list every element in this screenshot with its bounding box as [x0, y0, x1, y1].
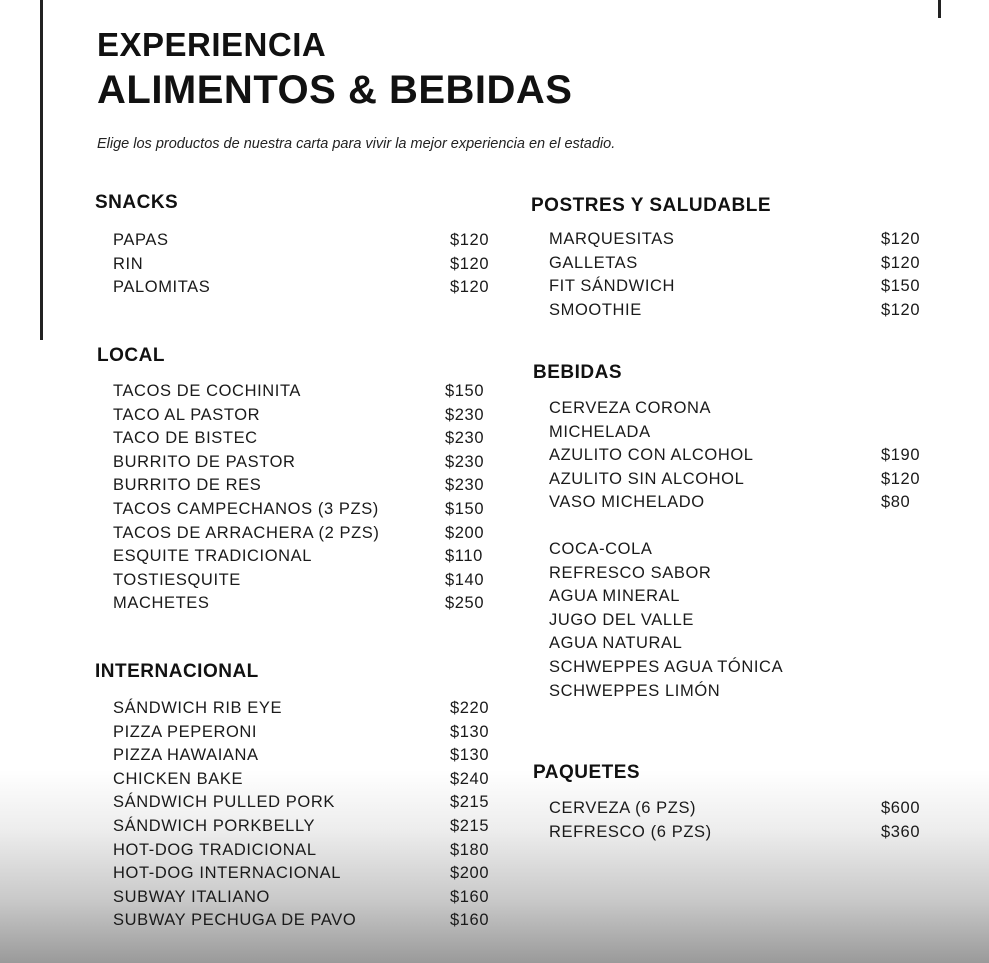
- section-title-paquetes: PAQUETES: [533, 762, 641, 783]
- menu-item-name: TACOS DE COCHINITA: [113, 382, 302, 400]
- menu-item-name: CERVEZA CORONA: [549, 399, 712, 417]
- menu-item-name: MACHETES: [113, 594, 210, 613]
- menu-item-name: JUGO DEL VALLE: [549, 610, 695, 629]
- menu-item-name: SÁNDWICH PORKBELLY: [113, 817, 316, 835]
- menu-item-price: $215: [450, 817, 490, 835]
- menu-item-price: $150: [445, 382, 485, 400]
- menu-item-name: MICHELADA: [549, 422, 651, 441]
- page-title-line1: EXPERIENCIA: [97, 26, 327, 63]
- menu-item-name: BURRITO DE RES: [113, 476, 262, 495]
- menu-item-name: AGUA MINERAL: [549, 587, 680, 606]
- section-title-bebidas: BEBIDAS: [533, 362, 623, 383]
- menu-item-name: AGUA NATURAL: [549, 634, 683, 653]
- menu-item-name: TACOS DE ARRACHERA (2 PZS): [113, 523, 380, 542]
- menu-item-price: $80: [881, 493, 911, 512]
- menu-item-name: TACOS CAMPECHANOS (3 PZS): [113, 500, 379, 518]
- intro-text: Elige los productos de nuestra carta para vivir la mejor experiencia en el estadio.: [97, 136, 616, 152]
- menu-item-price: $250: [445, 594, 485, 613]
- menu-item-price: $220: [450, 699, 490, 717]
- section-title-postres: POSTRES Y SALUDABLE: [531, 195, 772, 216]
- menu-item-price: $230: [445, 476, 485, 495]
- left-divider-line: [40, 0, 43, 340]
- menu-item-name: TOSTIESQUITE: [113, 570, 241, 589]
- menu-item-price: $150: [445, 500, 485, 518]
- menu-item-name: PALOMITAS: [113, 278, 211, 297]
- menu-item-name: ESQUITE TRADICIONAL: [113, 547, 313, 566]
- menu-item-name: PIZZA PEPERONI: [113, 722, 258, 741]
- section-title-local: LOCAL: [97, 345, 165, 366]
- menu-item-price: $200: [445, 523, 485, 542]
- menu-item-name: SÁNDWICH RIB EYE: [113, 699, 283, 717]
- right-divider-line: [938, 0, 941, 18]
- menu-item-price: $230: [445, 405, 485, 424]
- menu-item-price: $215: [450, 793, 490, 812]
- menu-item-name: GALLETAS: [549, 253, 638, 272]
- page-title-line2: ALIMENTOS & BEBIDAS: [97, 68, 573, 112]
- menu-item-name: BURRITO DE PASTOR: [113, 452, 296, 471]
- section-title-internacional: INTERNACIONAL: [95, 661, 259, 682]
- menu-item-price: $230: [445, 452, 485, 471]
- menu-item-price: $360: [881, 822, 921, 841]
- section-title-snacks: SNACKS: [95, 192, 179, 213]
- menu-item-price: $140: [445, 570, 485, 589]
- menu-item-price: $180: [450, 840, 490, 859]
- menu-item-name: AZULITO CON ALCOHOL: [549, 446, 754, 465]
- menu-item-name: HOT-DOG TRADICIONAL: [113, 840, 317, 859]
- menu-item-price: $110: [445, 547, 483, 566]
- menu-item-name: HOT-DOG INTERNACIONAL: [113, 864, 342, 883]
- menu-item-name: PAPAS: [113, 231, 169, 249]
- menu-item-name: SCHWEPPES LIMÓN: [549, 681, 721, 700]
- menu-item-name: AZULITO SIN ALCOHOL: [549, 469, 745, 488]
- menu-item-name: TACO AL PASTOR: [113, 405, 261, 424]
- menu-item-name: CHICKEN BAKE: [113, 769, 244, 788]
- menu-item-name: SUBWAY PECHUGA DE PAVO: [113, 911, 357, 930]
- menu-item-price: $200: [450, 864, 490, 883]
- menu-item-name: FIT SÁNDWICH: [549, 277, 676, 296]
- menu-item-price: $130: [450, 722, 490, 741]
- menu-item-price: $120: [450, 254, 490, 273]
- menu-item-price: $190: [881, 446, 921, 465]
- menu-item-price: $120: [450, 231, 490, 249]
- menu-item-price: $120: [881, 300, 921, 319]
- menu-item-name: COCA-COLA: [549, 540, 653, 558]
- menu-item-price: $600: [881, 799, 921, 817]
- menu-item-name: SMOOTHIE: [549, 300, 642, 319]
- menu-item-price: $130: [450, 746, 490, 765]
- menu-item-price: $120: [881, 230, 921, 248]
- menu-item-price: $120: [881, 253, 921, 272]
- menu-item-price: $120: [450, 278, 490, 297]
- menu-item-price: $160: [450, 887, 490, 906]
- menu-item-name: CERVEZA (6 PZS): [549, 799, 697, 817]
- menu-item-price: $120: [881, 469, 921, 488]
- menu-item-name: PIZZA HAWAIANA: [113, 746, 259, 765]
- menu-item-name: TACO DE BISTEC: [113, 429, 258, 448]
- menu-item-name: SÁNDWICH PULLED PORK: [113, 793, 335, 812]
- menu-item-name: MARQUESITAS: [549, 230, 675, 248]
- menu-item-price: $240: [450, 769, 490, 788]
- menu-item-name: VASO MICHELADO: [549, 493, 705, 512]
- menu-item-price: $230: [445, 429, 485, 448]
- menu-item-name: SCHWEPPES AGUA TÓNICA: [549, 658, 784, 676]
- menu-item-price: $150: [881, 277, 921, 296]
- menu-item-name: SUBWAY ITALIANO: [113, 887, 270, 906]
- menu-item-price: $160: [450, 911, 490, 930]
- menu-item-name: REFRESCO (6 PZS): [549, 822, 712, 841]
- menu-item-name: REFRESCO SABOR: [549, 563, 712, 582]
- menu-item-name: RIN: [113, 254, 144, 273]
